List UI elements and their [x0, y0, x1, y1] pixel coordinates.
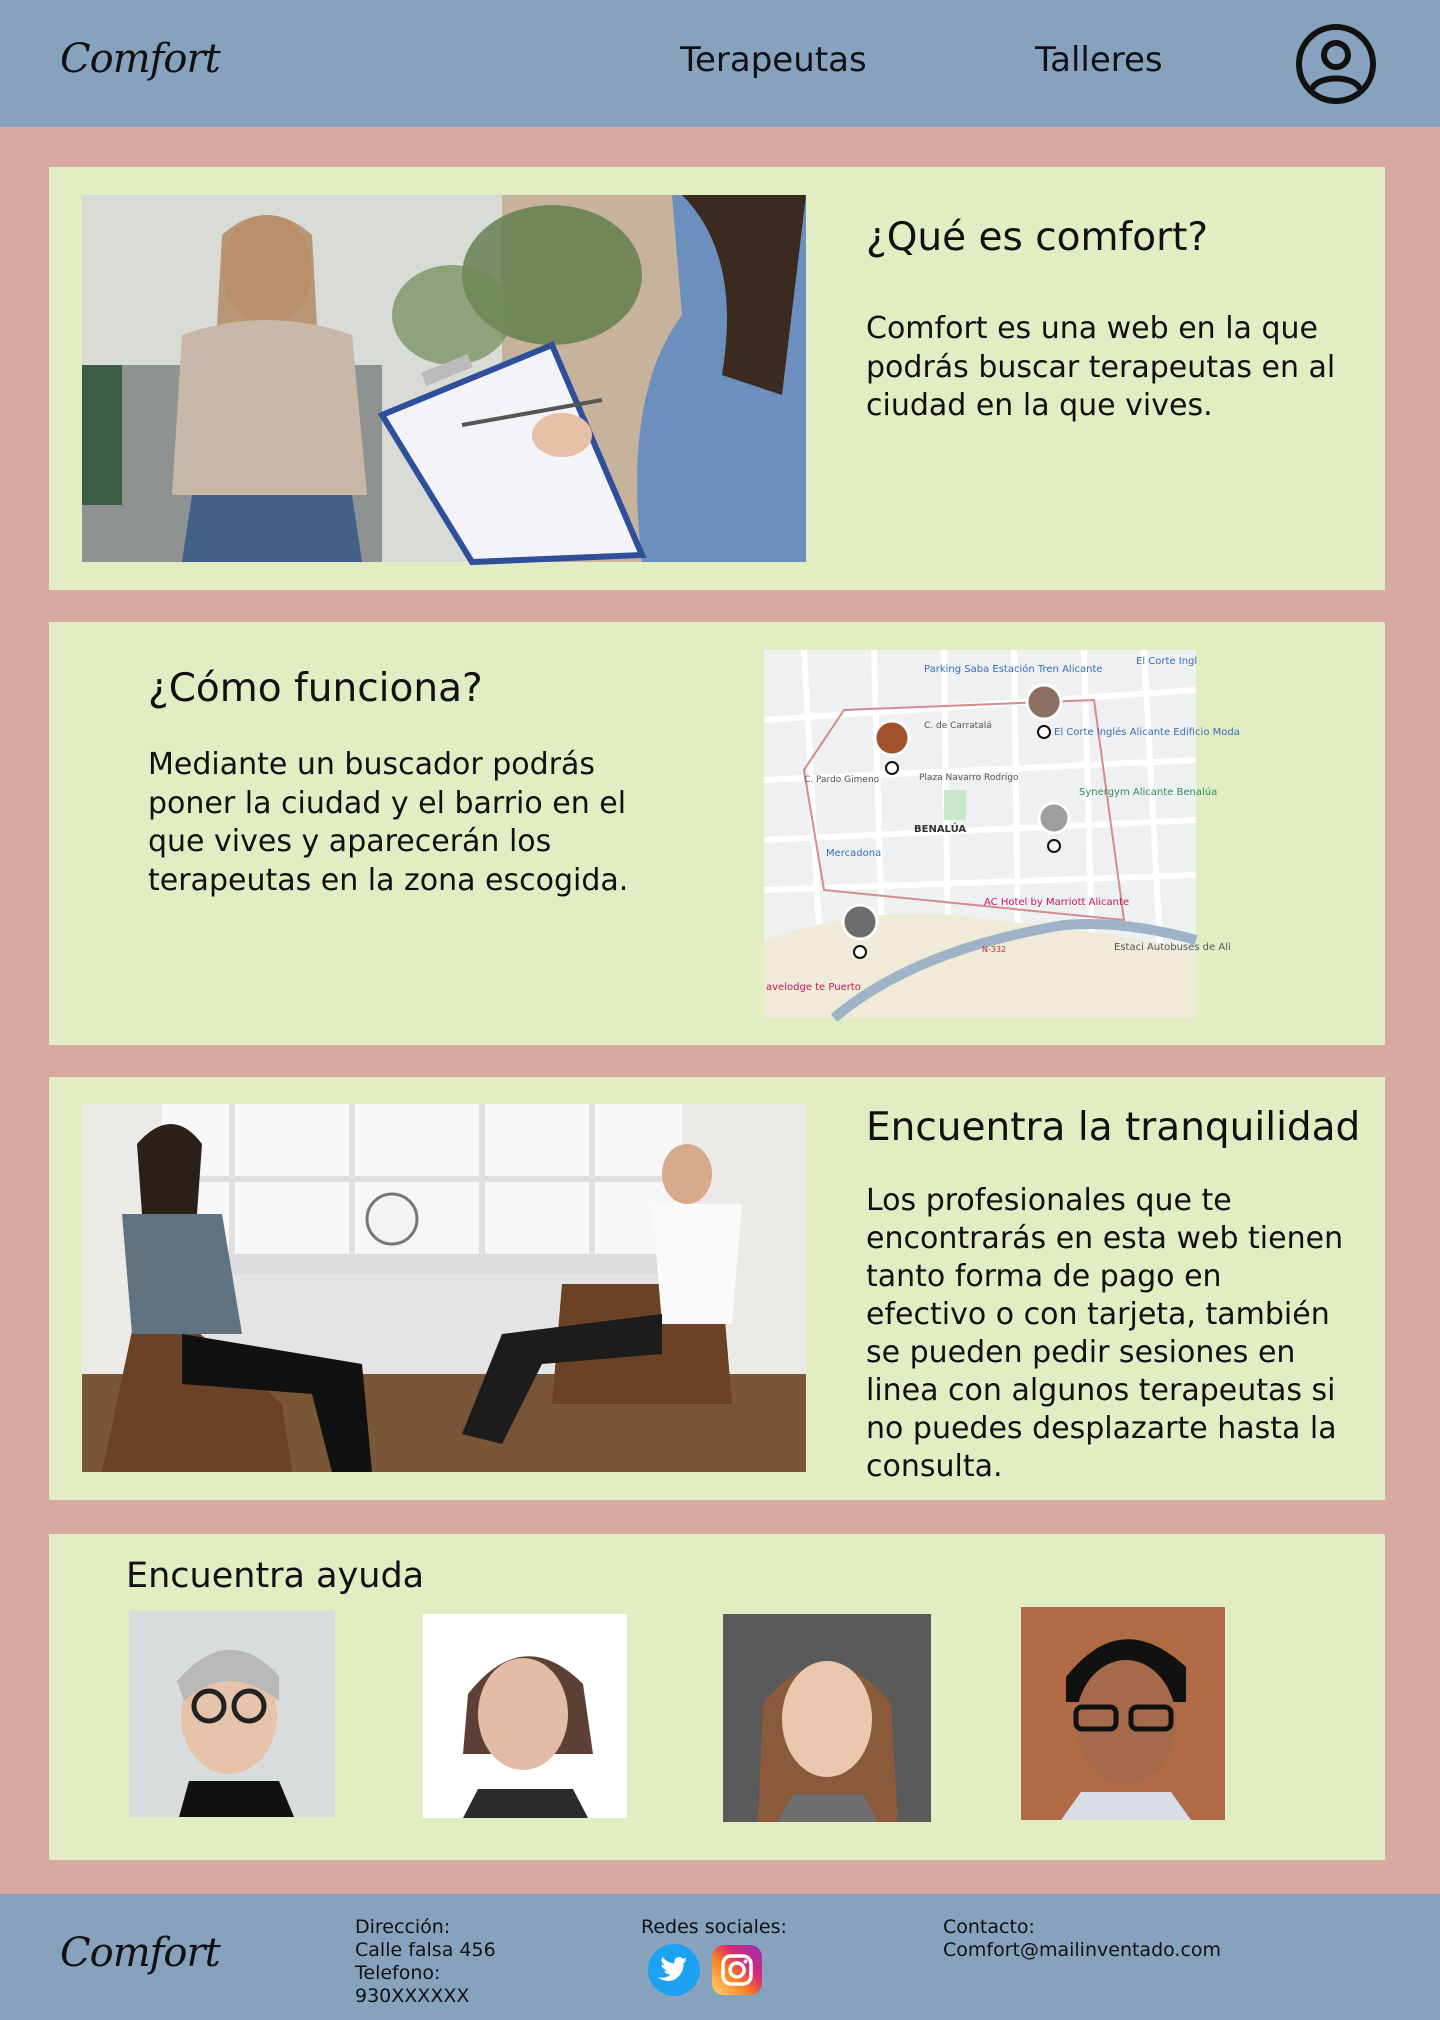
nav-talleres[interactable]: Talleres [1035, 40, 1163, 80]
map-label-mercadona: Mercadona [826, 848, 882, 859]
map-label-n332: N-332 [982, 945, 1007, 954]
map-label-parking: Parking Saba Estación Tren Alicante [924, 664, 1103, 675]
footer-logo[interactable]: Comfort [60, 1930, 220, 1976]
find-calm-title: Encuentra la tranquilidad [866, 1105, 1361, 1150]
map-label-corte: El Corte Ingl [1136, 656, 1198, 667]
map-label-benalua: BENALÚA [914, 824, 967, 835]
find-calm-text: Los profesionales que te encontrarás en esta web tienen tanto forma de pago en efectivo o con tarjeta, también se pueden pedir sesiones en linea con algunos terapeutas si no puedes desplazarte hasta la consulta. [866, 1183, 1344, 1484]
address-label: Dirección: [355, 1916, 451, 1938]
how-it-works-title: ¿Cómo funciona? [148, 666, 483, 711]
therapy-session-photo [82, 195, 806, 562]
site-header [0, 0, 1440, 127]
section-how-it-works [49, 622, 1385, 1045]
footer-social-label: Redes sociales: [641, 1916, 787, 1938]
nav-terapeutas[interactable]: Terapeutas [680, 40, 867, 80]
therapist-avatar[interactable] [723, 1614, 931, 1822]
map-label-carratala: C. de Carratalá [924, 721, 992, 731]
phone-value: 930XXXXXX [355, 1985, 470, 2007]
therapist-avatar[interactable] [1021, 1607, 1225, 1820]
therapist-map[interactable] [764, 650, 1240, 1018]
therapist-avatar[interactable] [423, 1614, 627, 1818]
twitter-icon[interactable] [648, 1944, 700, 1996]
therapy-room-photo [82, 1104, 806, 1472]
footer-address [355, 1916, 496, 2008]
map-label-estacion: Estaci Autobuses de Ali [1114, 942, 1231, 953]
section-what-is [49, 167, 1385, 590]
instagram-icon[interactable] [711, 1944, 763, 1996]
how-it-works-text: Mediante un buscador podrás poner la ciudad y el barrio en el que vives y aparecerán los terapeutas en la zona escogida. [148, 747, 629, 898]
footer-contact [943, 1916, 1221, 1962]
map-label-synergym: Synergym Alicante Benalúa [1079, 787, 1218, 798]
map-label-pardo: C. Pardo Gimeno [804, 775, 880, 785]
user-circle-icon[interactable] [1295, 23, 1377, 105]
map-label-travelodge: avelodge te Puerto [766, 982, 861, 993]
contact-email[interactable]: Comfort@mailinventado.com [943, 1939, 1222, 1961]
therapist-avatar[interactable] [129, 1611, 335, 1817]
map-label-ac: AC Hotel by Marriott Alicante [984, 897, 1130, 908]
site-logo[interactable]: Comfort [60, 36, 220, 82]
address-value: Calle falsa 456 [355, 1939, 496, 1961]
map-label-corte2: El Corte Inglés Alicante Edificio Moda [1054, 727, 1240, 738]
what-is-title: ¿Qué es comfort? [866, 215, 1209, 260]
map-label-plaza: Plaza Navarro Rodrigo [919, 773, 1019, 783]
phone-label: Telefono: [355, 1962, 441, 1984]
what-is-text: Comfort es una web en la que podrás buscar terapeutas en al ciudad en la que vives. [866, 311, 1336, 423]
find-help-title: Encuentra ayuda [126, 1556, 425, 1596]
contact-label: Contacto: [943, 1916, 1035, 1938]
section-find-calm [49, 1077, 1385, 1500]
section-find-help [49, 1534, 1385, 1860]
